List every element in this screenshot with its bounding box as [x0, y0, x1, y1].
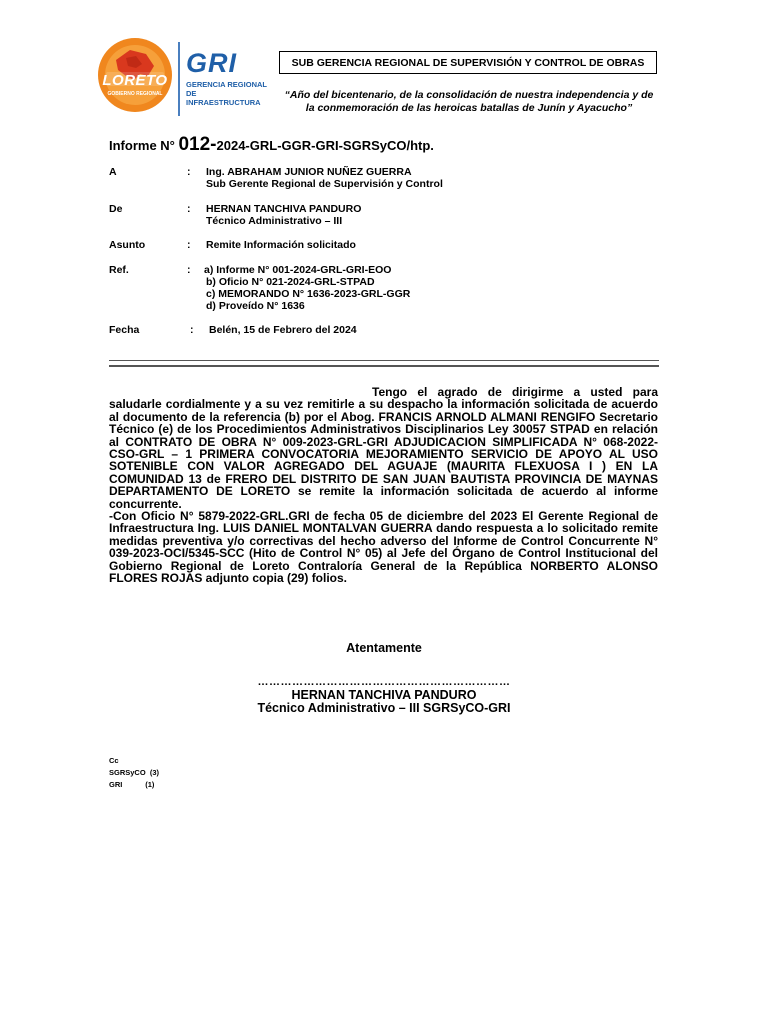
- to-value: [206, 166, 443, 190]
- ref-item: a) Informe N° 001-2024-GRL-GRI-EOO: [204, 264, 392, 276]
- signer-name: HERNAN TANCHIVA PANDURO: [291, 688, 477, 702]
- date-value: Belén, 15 de Febrero del 2024: [209, 324, 357, 336]
- to-line1: Ing. ABRAHAM JUNIOR NUÑEZ GUERRA: [206, 166, 412, 178]
- ref-item: c) MEMORANDO N° 1636-2023-GRL-GGR: [206, 288, 411, 300]
- gri-subtitle: [186, 80, 270, 107]
- cc-label: Cc: [109, 756, 119, 765]
- from-line1: HERNAN TANCHIVA PANDURO: [206, 203, 362, 215]
- report-number: 012-: [178, 134, 217, 155]
- motto-line2: la conmemoración de las heroicas batallas de Junín y Ayacucho”: [305, 102, 633, 114]
- ref-list: [204, 264, 410, 312]
- ref-item: d) Proveído N° 1636: [206, 300, 305, 312]
- report-suffix: 2024-GRL-GGR-GRI-SGRSyCO/htp.: [216, 138, 434, 153]
- report-title: [109, 134, 434, 156]
- to-colon: :: [187, 166, 191, 178]
- body-paragraph-1: Tengo el agrado de dirigirme a usted para saludarle cordialmente y a su vez remitirle a su despacho la información solicitada de acuerdo al documento de la referencia (b) por el Abog. FRANCIS ARNOLD ALMANI RENGIFO Secretario Técnico (e) de los Procedimientos Administrativos Disciplinarios Ley 30057 STPAD en relación al CONTRATO DE OBRA N° 009-2023-GRL-GRI ADJUDICACION SIMPLIFICADA N° 068-2022-CSO-GRL – 1 PRIMERA CONVOCATORIA MEJORAMIENTO SERVICIO DE APOYO AL USO SOTENIBLE CON VALOR AGREGADO DEL AGUAJE (MAURITA FLEXUOSA I ) EN LA COMUNIDAD 13 de FRERO DEL DISTRITO DE SAN JUAN BAUTISTA PROVINCIA DE MAYNAS DEPARTAMENTO DE LORETO se remite la información solicitada de acuerdo al informe concurrente.: [109, 385, 658, 511]
- from-line2: Técnico Administrativo – III: [206, 215, 343, 227]
- gri-subtitle-line1: GERENCIA REGIONAL: [186, 80, 267, 89]
- logo-divider: [178, 42, 180, 116]
- from-value: [206, 203, 361, 227]
- to-label: A: [109, 166, 117, 178]
- year-motto: [276, 89, 662, 115]
- gri-acronym: GRI: [186, 48, 238, 78]
- subject-label: Asunto: [109, 239, 146, 251]
- gri-subtitle-line2: DE INFRAESTRUCTURA: [186, 89, 261, 107]
- header-rule: [109, 360, 659, 367]
- cc-line: SGRSyCO (3): [109, 768, 160, 777]
- logo-region-text: LORETO: [102, 72, 168, 89]
- closing: Atentamente: [346, 641, 422, 655]
- cc-line: GRI (1): [109, 780, 155, 789]
- ref-colon: :: [187, 264, 191, 276]
- signature-line: …………………………………………………………: [257, 676, 511, 688]
- ref-label: Ref.: [109, 264, 129, 276]
- body-paragraph-2: -Con Oficio N° 5879-2022-GRL.GRI de fecha 05 de diciembre del 2023 El Gerente Regional de Infraestructura Ing. LUIS DANIEL MONTALVAN GUERRA dando respuesta a lo solicitado remite medidas preventiva y/o correctivas del hecho adverso del Informe de Control Concurrente N° 039-2023-OCI/5345-SCC (Hito de Control N° 05) al Jefe del Órgano de Control Institucional del Gobierno Regional de Loreto Contraloría General de la República NORBERTO ALONSO FLORES ROJAS adjunto copia (29) folios.: [109, 509, 658, 586]
- office-header: SUB GERENCIA REGIONAL DE SUPERVISIÓN Y CONTROL DE OBRAS: [279, 51, 657, 74]
- report-prefix: Informe N°: [109, 138, 179, 153]
- from-label: De: [109, 203, 123, 215]
- motto-line1: “Año del bicentenario, de la consolidación de nuestra independencia y de: [284, 89, 654, 101]
- date-colon: :: [190, 324, 194, 336]
- to-line2: Sub Gerente Regional de Supervisión y Control: [206, 178, 443, 190]
- signer-role: Técnico Administrativo – III SGRSyCO-GRI: [257, 701, 511, 715]
- subject-colon: :: [187, 239, 191, 251]
- date-label: Fecha: [109, 324, 140, 336]
- letter-body: [109, 386, 658, 585]
- logo-region-tagline: GOBIERNO REGIONAL: [107, 91, 163, 97]
- ref-item: b) Oficio N° 021-2024-GRL-STPAD: [206, 276, 375, 288]
- subject-value: Remite Información solicitado: [206, 239, 356, 251]
- from-colon: :: [187, 203, 191, 215]
